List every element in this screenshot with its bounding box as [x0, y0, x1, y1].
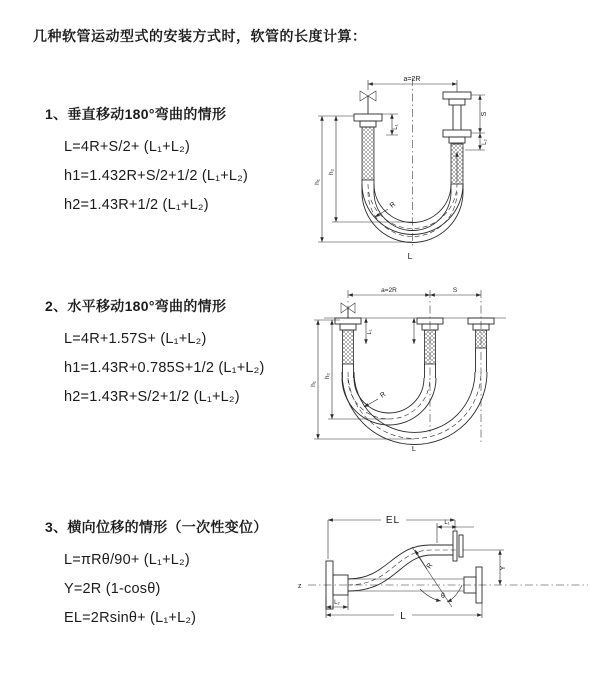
section-1-heading: 1、垂直移动180°弯曲的情形 [45, 106, 227, 122]
dim-label-l1: L₁ [444, 520, 450, 526]
dim-label-s: S [481, 111, 488, 117]
dim-label-h1: h₁ [310, 381, 317, 387]
dim-label-l1: L₁ [367, 329, 373, 335]
left-flange [354, 114, 382, 127]
dim-label-el: EL [385, 515, 401, 526]
section-3-heading: 3、横向位移的情形（一次性变位） [45, 519, 268, 535]
diagram-vertical-bend [312, 70, 590, 262]
diagram-lateral-displacement [296, 503, 596, 649]
formula-h2-2: h2=1.43R+S/2+1/2 (L₁+L₂) [64, 389, 240, 405]
formula-EL-3: EL=2Rsinθ+ (L₁+L₂) [64, 610, 197, 626]
dim-label-h2: h₂ [324, 372, 331, 380]
dim-label-l2: L₂ [482, 139, 488, 145]
top-right-flange [453, 531, 463, 561]
dim-label-h1: h₁ [314, 179, 321, 185]
valve-icon [341, 303, 355, 318]
dim-label-r: R [379, 391, 388, 400]
angle-arc-right [447, 585, 462, 602]
right-flange-lower [443, 130, 471, 143]
page-title: 几种软管运动型式的安装方式时，软管的长度计算： [33, 28, 367, 44]
radius-arrow [364, 399, 378, 407]
hose-walls [343, 348, 487, 378]
formula-L-2: L=4R+1.57S+ (L₁+L₂) [64, 331, 207, 347]
centerlines [348, 290, 481, 444]
section-lateral-displacement [45, 517, 335, 633]
formula-h1-2: h1=1.43R+0.785S+1/2 (L₁+L₂) [64, 360, 265, 376]
extension-l1 [437, 523, 474, 543]
axis-mark: z [298, 583, 302, 590]
extension-l2 [326, 595, 348, 618]
braided-hose-left [362, 127, 374, 180]
diagram-horizontal-bend [310, 282, 590, 454]
dim-label-s: S [452, 287, 458, 294]
section-2-heading: 2、水平移动180°弯曲的情形 [45, 298, 227, 314]
dim-label-r: R [425, 562, 435, 571]
dim-label-l1: L₁ [393, 124, 399, 130]
dim-label-theta: θ [441, 593, 445, 600]
braided-hose-right [476, 330, 487, 348]
dim-label-r: R [388, 200, 398, 210]
formula-L-3: L=πRθ/90+ (L₁+L₂) [64, 552, 190, 568]
right-flange-upper [443, 92, 471, 105]
section-horizontal-bend [45, 296, 335, 412]
dim-label-l: L [400, 611, 406, 622]
dim-label-l2: L₂ [334, 600, 340, 606]
dim-label-l: L [411, 444, 417, 453]
braided-hose-left [343, 330, 354, 364]
dim-label-a2r: a=2R [403, 76, 421, 83]
hose-u-bend [342, 372, 487, 445]
formula-Y-3: Y=2R (1-cosθ) [64, 581, 161, 597]
valve-icon [360, 91, 376, 114]
formula-L-1: L=4R+S/2+ (L₁+L₂) [64, 139, 190, 155]
dim-label-l: L [407, 251, 413, 261]
braided-hose-middle [425, 330, 436, 364]
dim-label-h2: h₂ [328, 168, 335, 176]
formula-h1-1: h1=1.432R+S/2+1/2 (L₁+L₂) [64, 168, 249, 184]
hose-s-curve [348, 545, 459, 591]
formula-h2-1: h2=1.43R+1/2 (L₁+L₂) [64, 197, 209, 213]
right-pipe-stem [453, 105, 461, 130]
dim-label-y: Y [500, 565, 507, 571]
dim-label-a2r: a=2R [381, 287, 397, 294]
section-vertical-bend [45, 104, 335, 220]
